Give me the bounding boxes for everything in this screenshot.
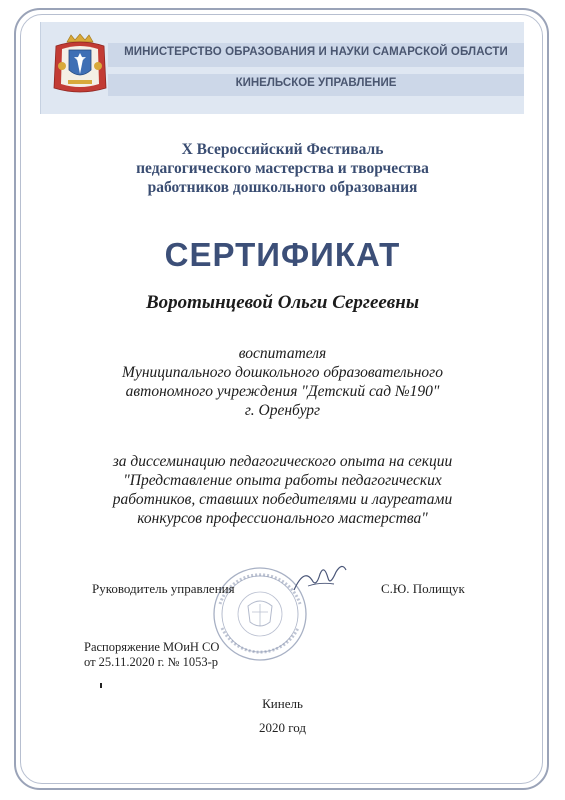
ministry-name: МИНИСТЕРСТВО ОБРАЗОВАНИЯ И НАУКИ САМАРСКОЙ ОБЛАСТИ xyxy=(124,46,508,58)
festival-title xyxy=(0,140,565,197)
reason-line: работников, ставших победителями и лауреатами xyxy=(112,491,453,508)
festival-line: X Всероссийский Фестиваль xyxy=(181,141,384,158)
position-line: автономного учреждения "Детский сад №190" xyxy=(125,383,440,400)
head-of-department-label: Руководитель управления xyxy=(92,581,235,596)
coat-of-arms-icon xyxy=(50,32,110,96)
position-line: г. Оренбург xyxy=(244,402,321,419)
award-reason xyxy=(0,452,565,528)
order-line: Распоряжение МОиН СО xyxy=(84,640,220,654)
issue-city: Кинель xyxy=(262,696,303,711)
ink-mark xyxy=(100,683,102,688)
head-of-department-name: С.Ю. Полищук xyxy=(381,581,465,596)
festival-line: работников дошкольного образования xyxy=(147,179,418,196)
certificate-title: СЕРТИФИКАТ xyxy=(164,236,401,273)
festival-line: педагогического мастерства и творчества xyxy=(136,160,429,177)
position-line: Муниципального дошкольного образовательного xyxy=(122,364,443,381)
issue-year: 2020 год xyxy=(259,720,306,735)
handwritten-signature-icon xyxy=(290,560,350,600)
recipient-name: Воротынцевой Ольги Сергеевны xyxy=(145,292,420,313)
department-name: КИНЕЛЬСКОЕ УПРАВЛЕНИЕ xyxy=(235,77,397,89)
header-band xyxy=(40,22,524,114)
order-reference xyxy=(84,640,219,670)
recipient-position xyxy=(0,344,565,420)
reason-line: конкурсов профессионального мастерства" xyxy=(137,510,428,527)
reason-line: "Представление опыта работы педагогических xyxy=(123,472,442,489)
order-line: от 25.11.2020 г. № 1053-р xyxy=(84,655,219,669)
reason-line: за диссеминацию педагогического опыта на секции xyxy=(112,453,453,470)
position-line: воспитателя xyxy=(238,345,327,362)
